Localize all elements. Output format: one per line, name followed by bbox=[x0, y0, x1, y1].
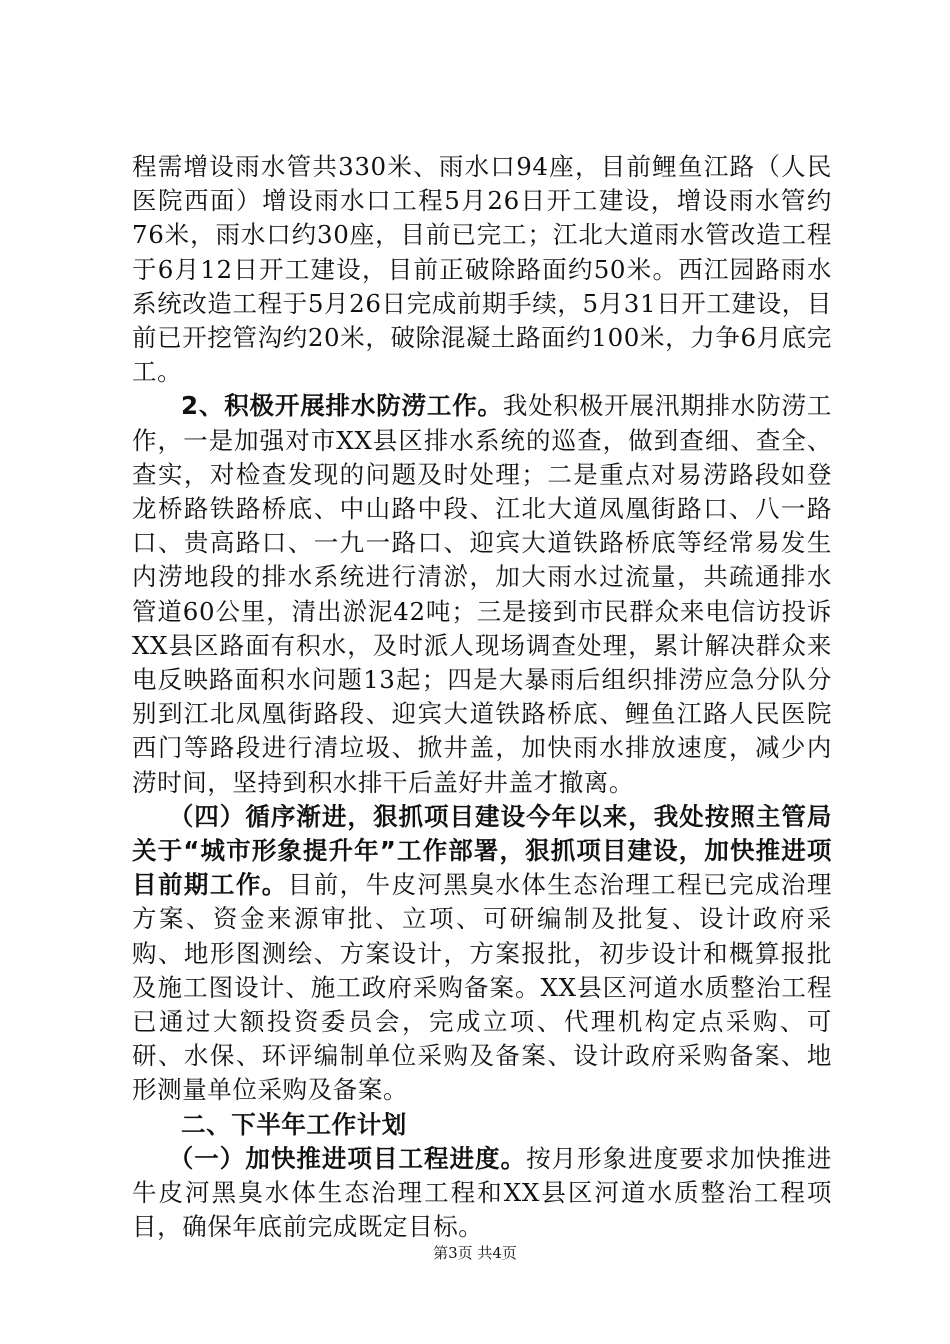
paragraph-text: 目前，牛皮河黑臭水体生态治理工程已完成治理方案、资金来源审批、立项、可研编制及批复、设计政府采购、地形图测绘、方案设计，方案报批，初步设计和概算报批及施工图设计、施工政府采购备案。XX县区河道水质整治工程已通过大额投资委员会，完成立项、代理机构定点采购、可研、水保、环评编制单位采购及备案、设计政府采购备案、地形测量单位采购及备案。 bbox=[132, 870, 832, 1105]
paragraph-text: 按月形象进度要求加快推进牛皮河黑臭水体生态治理工程和XX县区河道水质整治工程项目，确保年底前完成既定目标。 bbox=[132, 1143, 832, 1242]
paragraph-second-half-plan bbox=[132, 1108, 832, 1142]
paragraph-rainwater-pipes bbox=[132, 150, 832, 389]
paragraph-project-construction bbox=[132, 800, 832, 1108]
paragraph-accelerate-progress bbox=[132, 1142, 832, 1245]
page-number-footer: 第3页 共4页 bbox=[433, 1244, 517, 1262]
paragraph-text: 我处积极开展汛期排水防涝工作，一是加强对市XX县区排水系统的巡查，做到查细、查全、查实，对检查发现的问题及时处理；二是重点对易涝路段如登龙桥路铁路桥底、中山路中段、江北大道凤凰街路口、八一路口、贵高路口、一九一路口、迎宾大道铁路桥底等经常易发生内涝地段的排水系统进行清淤，加大雨水过流量，共疏通排水管道60公里，清出淤泥42吨；三是接到市民群众来电信访投诉XX县区路面有积水，及时派人现场调查处理，累计解决群众来电反映路面积水问题13起；四是大暴雨后组织排涝应急分队分别到江北凤凰街路段、迎宾大道铁路桥底、鲤鱼江路人民医院西门等路段进行清垃圾、掀井盖，加快雨水排放速度，减少内涝时间，坚持到积水排干后盖好井盖才撤离。 bbox=[132, 391, 832, 797]
paragraph-drainage-flood-control bbox=[132, 389, 832, 799]
paragraph-text: 程需增设雨水管共330米、雨水口94座，目前鲤鱼江路（人民医院西面）增设雨水口工程5月26日开工建设，增设雨水管约76米，雨水口约30座，目前已完工；江北大道雨水管改造工程于6月12日开工建设，目前正破除路面约50米。西江园路雨水系统改造工程于5月26日完成前期手续，5月31日开工建设，目前已开挖管沟约20米，破除混凝土路面约100米，力争6月底完工。 bbox=[132, 152, 832, 387]
section-heading: 二、下半年工作计划 bbox=[181, 1109, 407, 1139]
section-heading: （四）循序渐进，狠抓项目建设今年以来，我处按照主管局关于“城市形象提升年”工作部署，狠抓项目建设，加快推进项目前期工作。 bbox=[132, 801, 832, 900]
section-heading: （一）加快推进项目工程进度。 bbox=[168, 1143, 527, 1173]
section-heading: 2、积极开展排水防涝工作。 bbox=[181, 391, 503, 421]
document-body bbox=[132, 150, 832, 1245]
